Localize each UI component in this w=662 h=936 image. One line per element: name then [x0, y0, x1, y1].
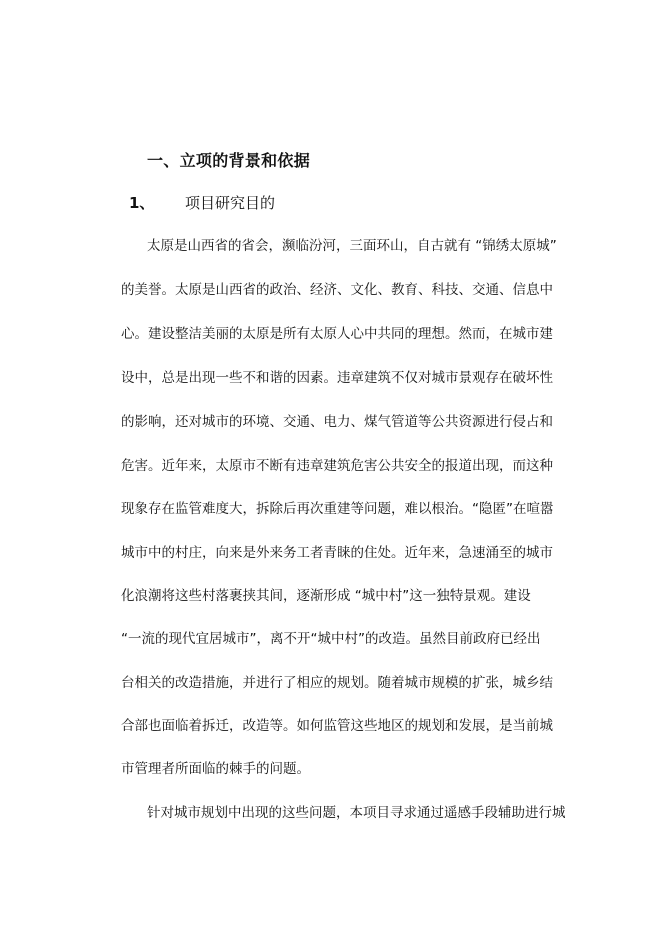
subsection-heading — [129, 192, 275, 213]
subsection-number: 1、 — [129, 194, 155, 212]
paragraph-line: 现象存在监管难度大，拆除后再次重建等问题，难以根治。“隐匿”在喧嚣 — [121, 501, 554, 517]
paragraph-line: 化浪潮将这些村落裹挟其间，逐渐形成 “城中村”这一独特景观。建设 — [121, 588, 531, 604]
paragraph-line: 设中，总是出现一些不和谐的因素。违章建筑不仅对城市景观存在破坏性 — [121, 370, 553, 386]
paragraph-line: 的美誉。太原是山西省的政治、经济、文化、教育、科技、交通、信息中 — [121, 282, 553, 298]
paragraph-line: “一流的现代宜居城市”，离不开“城中村”的改造。虽然目前政府已经出 — [121, 631, 541, 647]
section-heading: 一、立项的背景和依据 — [147, 151, 311, 170]
paragraph-line: 的影响，还对城市的环境、交通、电力、煤气管道等公共资源进行侵占和 — [121, 414, 553, 430]
paragraph-line: 合部也面临着拆迁，改造等。如何监管这些地区的规划和发展，是当前城 — [121, 718, 553, 734]
paragraph-line: 心。建设整洁美丽的太原是所有太原人心中共同的理想。然而，在城市建 — [121, 326, 553, 342]
paragraph-line: 市管理者所面临的棘手的问题。 — [121, 761, 310, 777]
paragraph-line: 针对城市规划中出现的这些问题，本项目寻求通过遥感手段辅助进行城 — [147, 805, 566, 821]
paragraph-line: 台相关的改造措施，并进行了相应的规划。随着城市规模的扩张，城乡结 — [121, 675, 553, 691]
subsection-title: 项目研究目的 — [185, 194, 276, 212]
paragraph-line: 太原是山西省的省会，濒临汾河，三面环山，自古就有 “锦绣太原城” — [147, 238, 557, 254]
paragraph-line: 城市中的村庄，向来是外来务工者青睐的住处。近年来，急速涌至的城市 — [121, 545, 553, 561]
paragraph-line: 危害。近年来，太原市不断有违章建筑危害公共安全的报道出现，而这种 — [121, 458, 553, 474]
